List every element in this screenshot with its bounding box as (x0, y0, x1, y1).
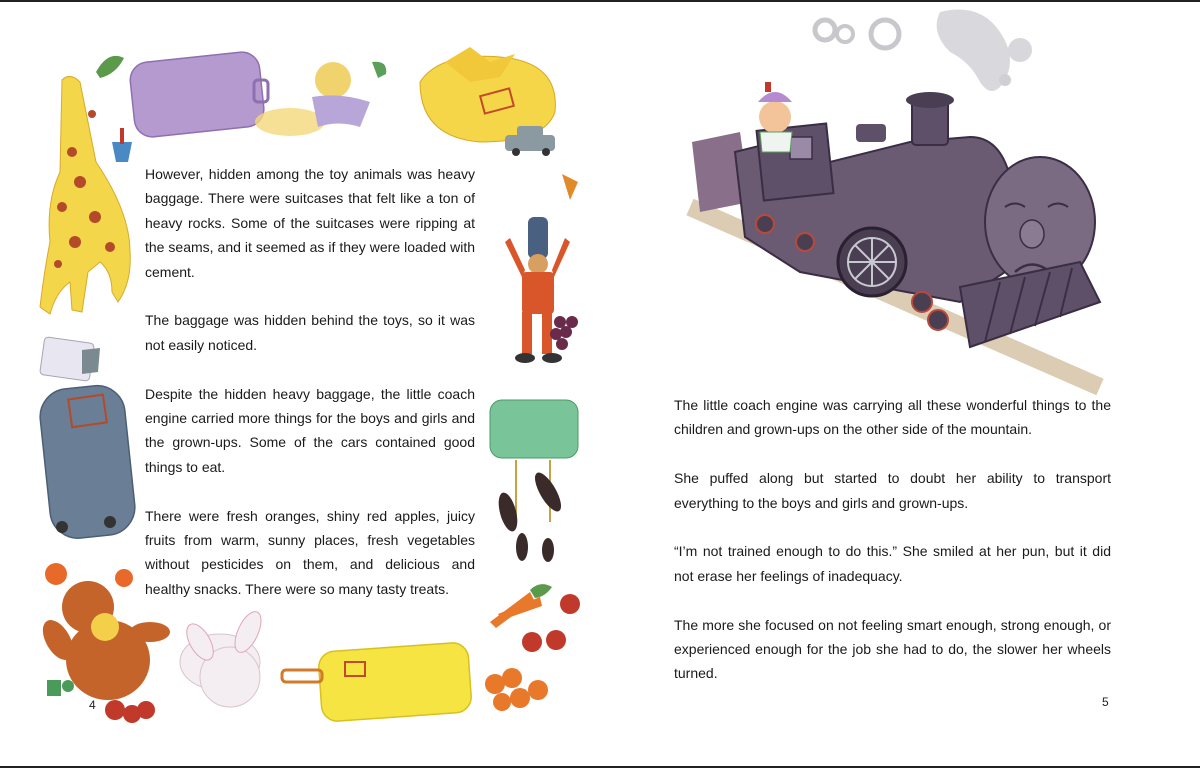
left-page-text (145, 162, 475, 601)
left-page-number: 4 (89, 698, 96, 712)
yellow-suitcase-illustration (282, 642, 472, 722)
locomotive-illustration (735, 92, 1100, 347)
vegetables-illustration (495, 460, 566, 562)
bunny-illustration (180, 608, 266, 707)
right-page-text (674, 393, 1111, 686)
left-paragraph-3: Despite the hidden heavy baggage, the little coach engine carried more things for the boys and girls and the grown-ups. Some of the cars contained good things to eat. (145, 385, 475, 475)
left-paragraph-4: There were fresh oranges, shiny red apples, juicy fruits from warm, sunny places, fresh vegetables without pesticides on them, and delicious and healthy snacks. There were so many tasty treats. (145, 507, 475, 597)
left-page (0, 2, 600, 766)
bottom-border (0, 766, 1200, 768)
doll-illustration (255, 62, 386, 136)
right-paragraph-3: “I’m not trained enough to do this.” She smiled at her pun, but it did not erase her feelings of inadequacy. (674, 543, 1111, 584)
blue-suitcase-illustration (37, 383, 137, 541)
purple-suitcase-illustration (128, 50, 268, 138)
left-paragraph-1: However, hidden among the toy animals was heavy baggage. There were suitcases that felt like a ton of heavy rocks. Some of the suitcases were ripping at the seams, and it seemed as if they were loaded with cement. (145, 166, 475, 280)
left-paragraph-2: The baggage was hidden behind the toys, so it was not easily noticed. (145, 312, 475, 353)
right-paragraph-2: She puffed along but started to doubt her ability to transport everything to the boys and girls and grown-ups. (674, 470, 1111, 511)
giraffe-illustration (40, 76, 130, 314)
right-page-number: 5 (1102, 695, 1109, 709)
right-page (600, 2, 1200, 766)
smoke-illustration (815, 10, 1032, 92)
grapes-illustration (550, 316, 578, 350)
fruit-illustration (485, 584, 580, 711)
clown-illustration (758, 82, 792, 152)
right-paragraph-1: The little coach engine was carrying all these wonderful things to the children and grown-ups on the other side of the mountain. (674, 397, 1111, 438)
right-paragraph-4: The more she focused on not feeling smart enough, strong enough, or experienced enough for the job she had to do, the slower her wheels turned. (674, 616, 1111, 682)
